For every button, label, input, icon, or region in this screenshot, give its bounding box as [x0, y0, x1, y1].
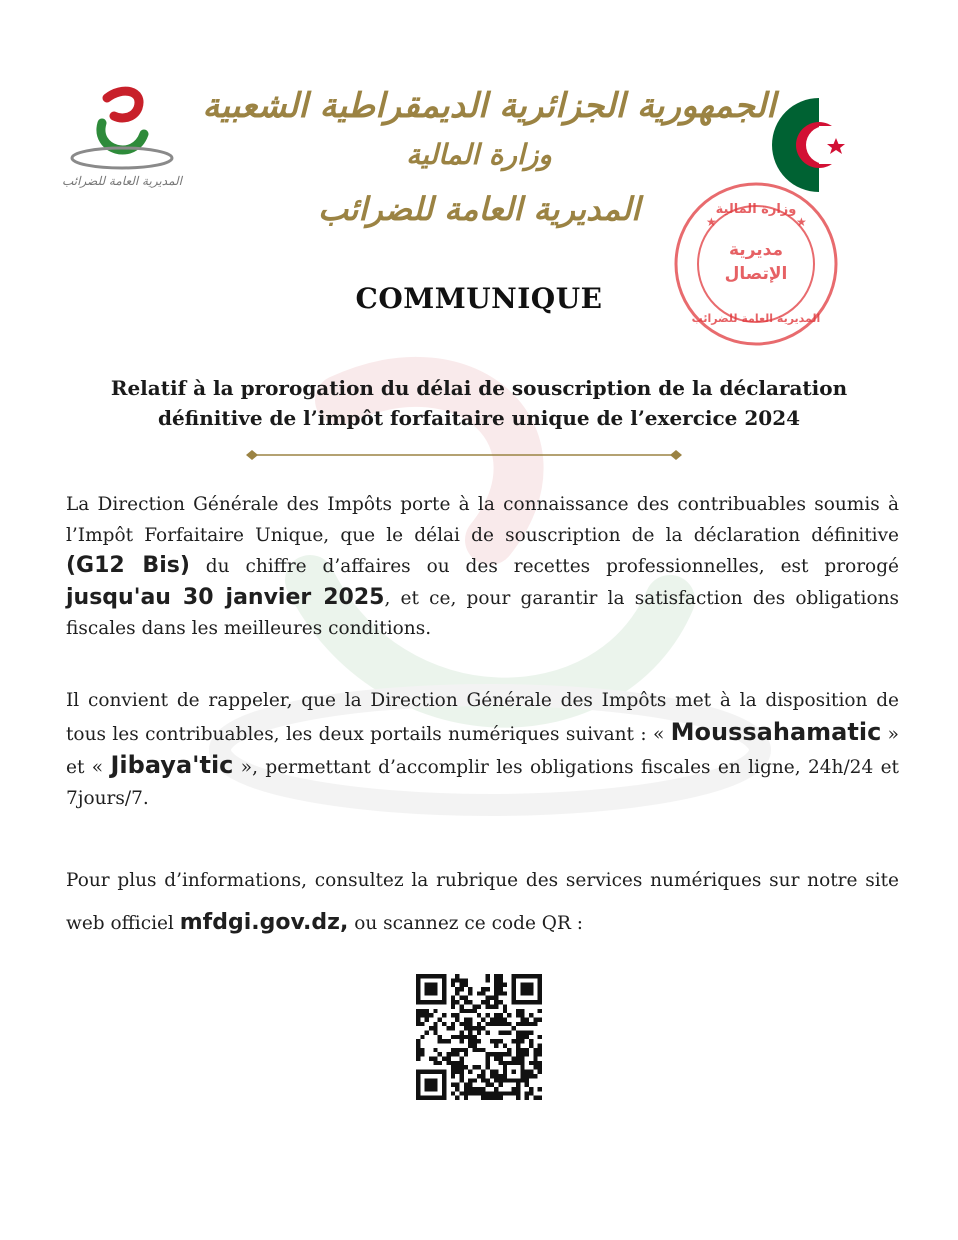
- portal-moussahamatic: Moussahamatic: [670, 717, 882, 746]
- deadline-date: jusqu'au 30 janvier 2025: [66, 584, 385, 610]
- p3-text-2: ou scannez ce code QR :: [348, 913, 583, 934]
- document-subtitle: [80, 373, 878, 433]
- logo-caption: المديرية العامة للضرائب: [62, 174, 182, 188]
- svg-text:★: ★: [796, 215, 807, 229]
- stamp-middle-text: مديرية الإتصال: [724, 240, 788, 284]
- p3-text-1: Pour plus d’informations, consultez la rubrique des services numériques sur notre site web officiel: [66, 870, 899, 934]
- form-reference: (G12 Bis): [66, 553, 190, 578]
- algerian-flag-icon: [772, 98, 866, 192]
- portal-jibayatic: Jibaya'tic: [110, 751, 234, 779]
- website-link[interactable]: mfdgi.gov.dz,: [179, 910, 349, 935]
- svg-text:★: ★: [706, 215, 717, 229]
- p1-text-3: , et ce, pour garantir la satisfaction des obligations fiscales dans les meilleures conditions.: [66, 587, 899, 639]
- header-ministry: وزارة المالية: [406, 138, 552, 171]
- subtitle-line-2: définitive de l’impôt forfaitaire unique de l’exercice 2024: [157, 406, 801, 430]
- header-directorate: المديرية العامة للضرائب: [318, 190, 640, 228]
- p2-text-2: » et «: [66, 723, 899, 778]
- p1-text-1: La Direction Générale des Impôts porte à la connaissance des contribuables soumis à l’Impôt Forfaitaire Unique, que le délai de souscription de la déclaration définitive: [66, 494, 899, 546]
- stamp-top-text: وزارة المالية: [715, 202, 797, 217]
- logo-letters: [52, 78, 53, 79]
- decorative-divider: [246, 449, 682, 461]
- paragraph-2: [66, 686, 899, 814]
- qr-code[interactable]: [416, 974, 542, 1100]
- stamp-bottom-text: المديرية العامة للضرائب: [691, 312, 821, 325]
- p2-text-3: », permettant d’accomplir les obligations fiscales en ligne, 24h/24 et 7jours/7.: [66, 757, 899, 809]
- p1-text-2: du chiffre d’affaires ou des recettes professionnelles, est prorogé: [189, 556, 899, 577]
- official-stamp: [672, 180, 840, 348]
- document-title: COMMUNIQUE: [355, 282, 603, 315]
- paragraph-3: [66, 860, 899, 945]
- p2-text-1: Il convient de rappeler, que la Direction Générale des Impôts met à la disposition de tous les contribuables, les deux portails numériques suivant : «: [66, 690, 899, 745]
- paragraph-1: [66, 490, 899, 645]
- subtitle-line-1: Relatif à la prorogation du délai de souscription de la déclaration: [110, 376, 848, 400]
- header-republic: الجمهورية الجزائرية الديمقراطية الشعبية: [202, 86, 776, 126]
